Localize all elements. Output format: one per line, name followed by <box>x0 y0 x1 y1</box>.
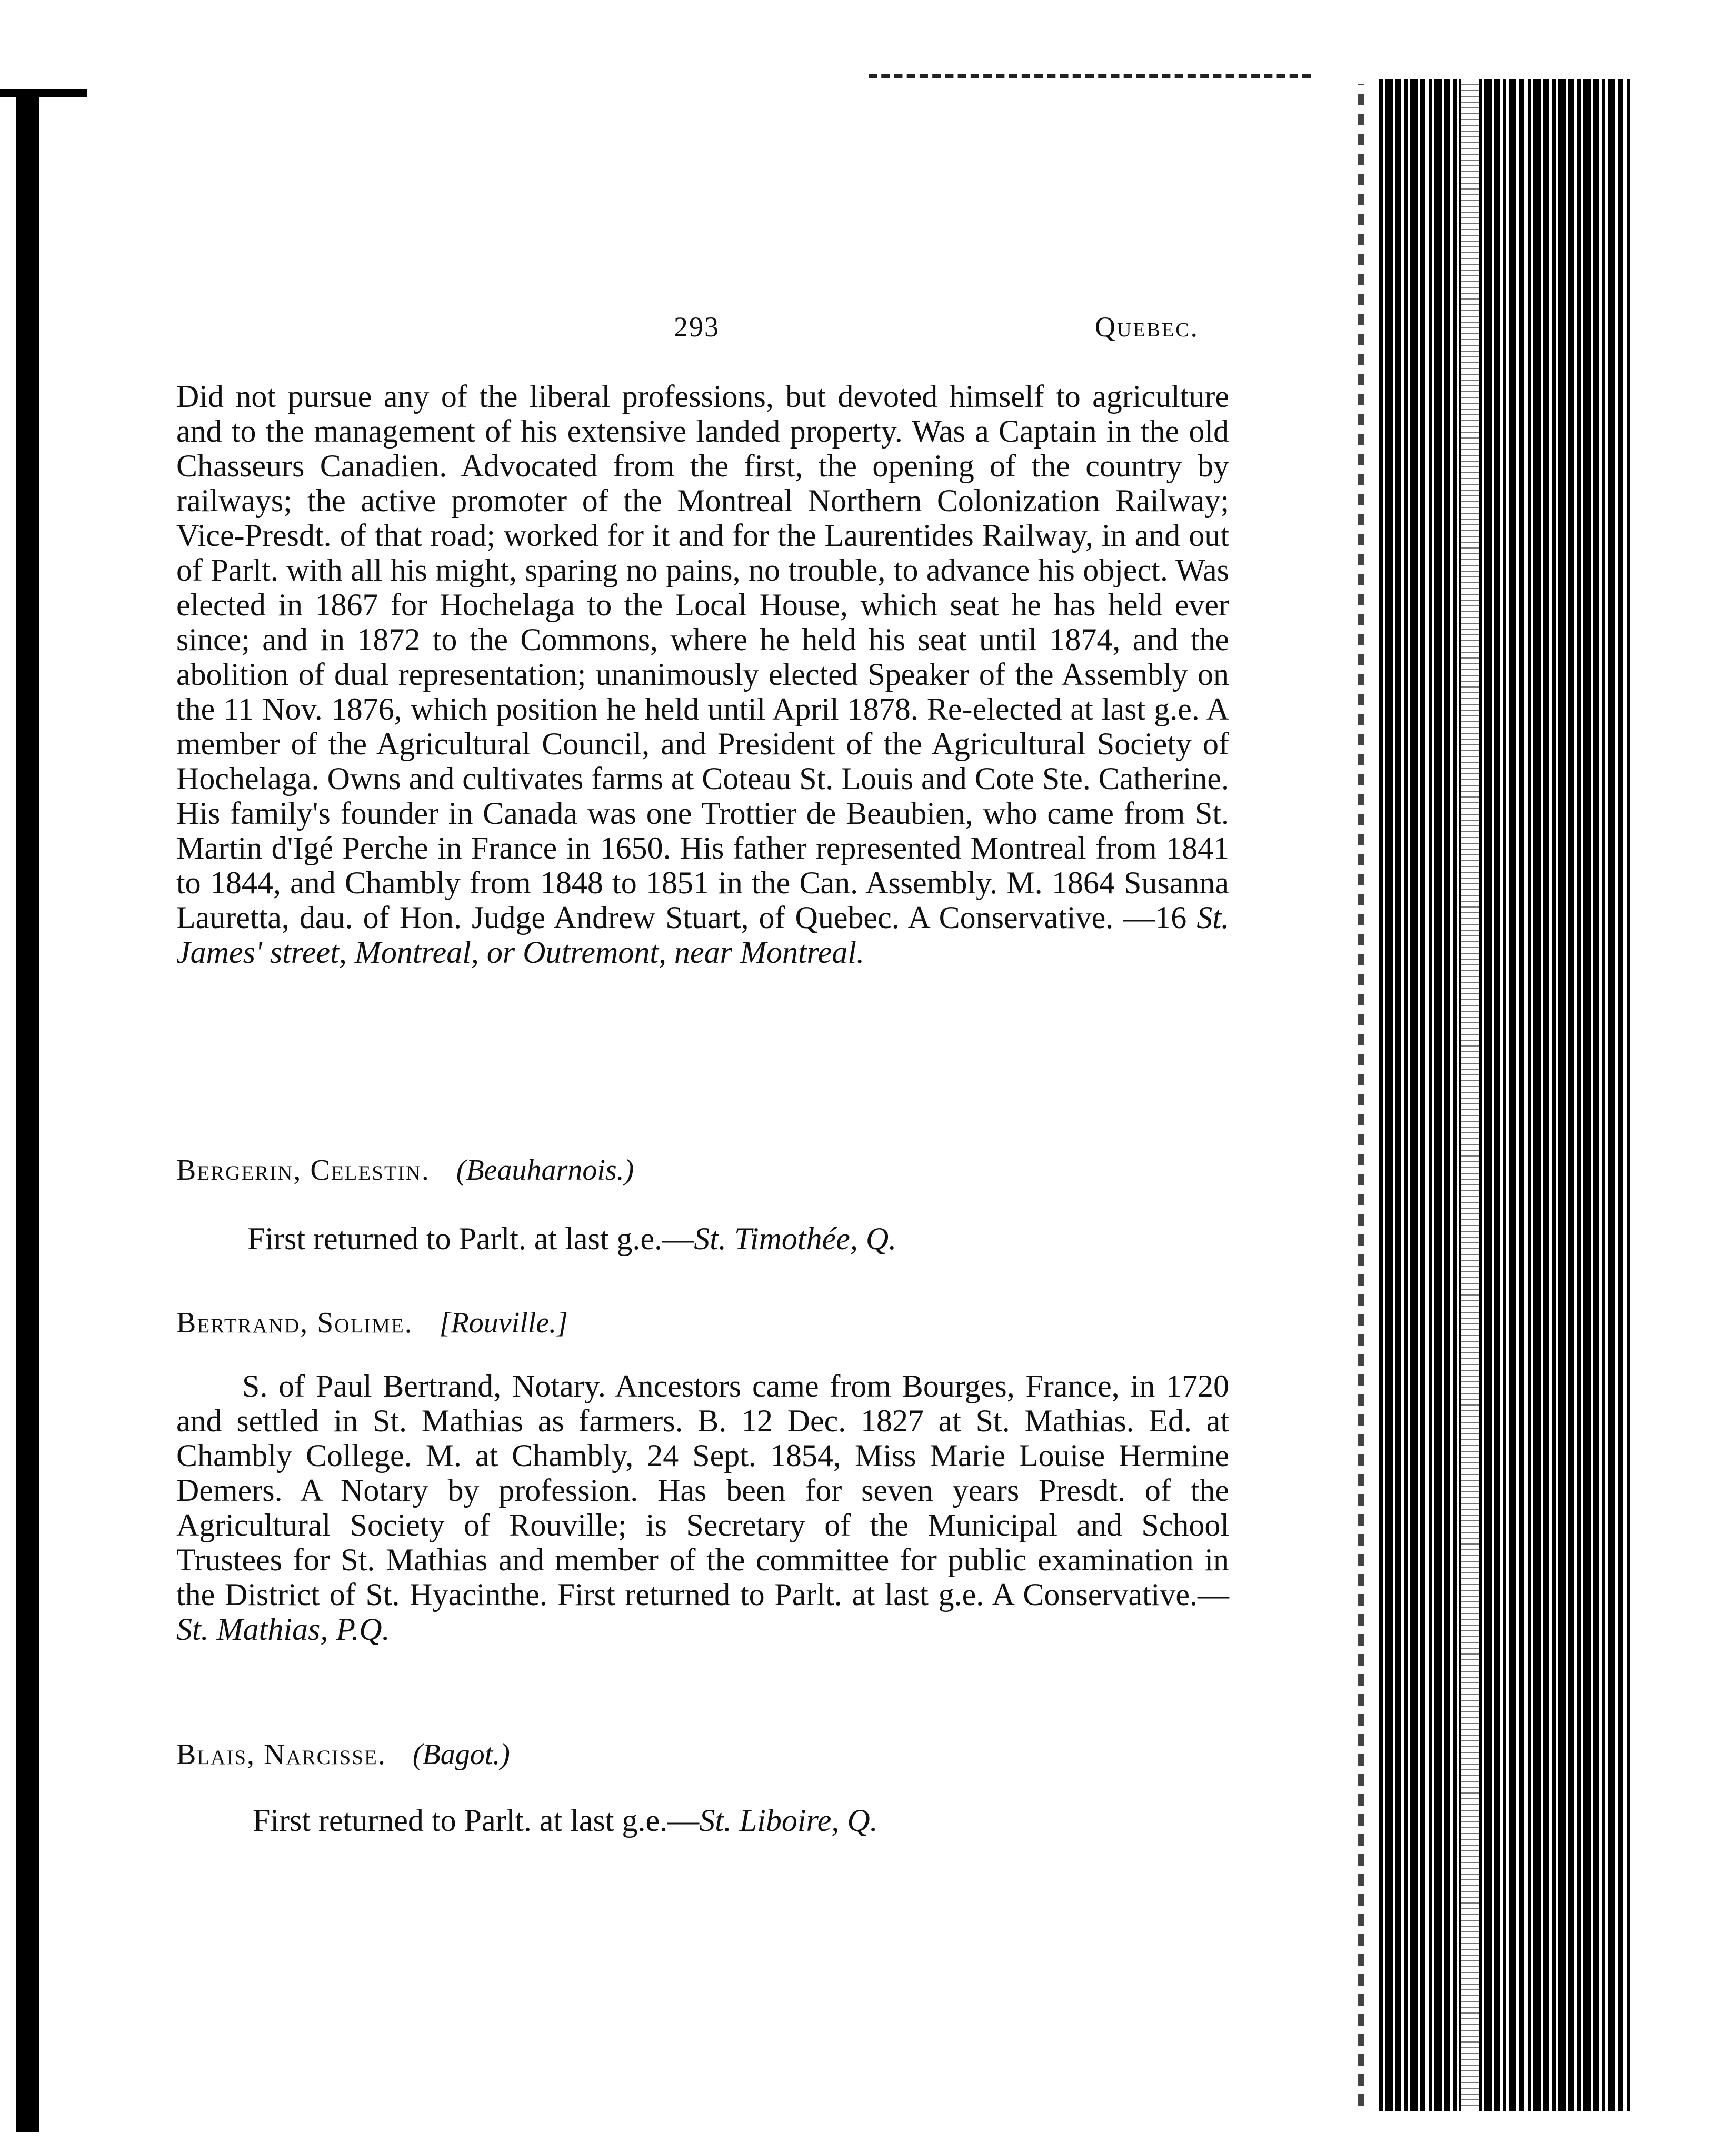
entry-name: Blais, Narcisse. <box>176 1738 386 1771</box>
entry-continued-paragraph <box>176 379 1229 970</box>
entry-text: First returned to Parlt. at last g.e.— <box>247 1221 694 1256</box>
scan-border-top-left <box>0 89 87 97</box>
entry-text: First returned to Parlt. at last g.e.— <box>253 1803 700 1838</box>
entry-text-blais <box>253 1803 1226 1838</box>
entry-heading-bertrand <box>176 1306 568 1340</box>
entry-address: St. Timothée, Q. <box>694 1221 897 1256</box>
entry-text-bertrand <box>176 1369 1229 1647</box>
scan-page-edge-right <box>1379 79 1632 2111</box>
entry-constituency: (Bagot.) <box>412 1738 510 1771</box>
entry-continued-address-prefix: —16 <box>1123 900 1197 935</box>
entry-heading-blais <box>176 1737 510 1772</box>
entry-continued-address: St. James' street, Montreal, or Outremont, near Montreal. <box>176 900 1230 970</box>
entry-constituency: [Rouville.] <box>439 1307 568 1339</box>
entry-address: St. Liboire, Q. <box>699 1803 878 1838</box>
entry-address: St. Mathias, P.Q. <box>176 1612 390 1647</box>
running-head: Quebec. <box>1095 311 1200 343</box>
entry-heading-bergerin <box>176 1153 634 1188</box>
scan-dashes-top <box>869 74 1311 78</box>
entry-constituency: (Beauharnois.) <box>456 1154 634 1187</box>
scan-page-edge-gap <box>1461 79 1479 2111</box>
entry-text-bergerin <box>247 1221 1226 1256</box>
entry-continued-text: Did not pursue any of the liberal professions, but devoted himself to agriculture and to the management of his extensive landed property. Was a Captain in the old Chasseurs Canadien. Advocated from the first, the opening of the country by railways; the active promoter of the Montreal Northern Colonization Railway; Vice-Presdt. of that road; worked for it and for the Laurentides Railway, in and out of Parlt. with all his might, sparing no pains, no trouble, to advance his object. Was elected in 1867 for Hochelaga to the Local House, which seat he has held ever since; and in 1872 to the Commons, where he held his seat until 1874, and the abolition of dual representation; unanimously elected Speaker of the Assembly on the 11 Nov. 1876, which position he held until April 1878. Re-elected at last g.e. A member of the Agricultural Council, and President of the Agricultural Society of Hochelaga. Owns and cultivates farms at Coteau St. Louis and Cote Ste. Catherine. His family's founder in Canada was one Trottier de Beaubien, who came from St. Martin d'Igé Perche in France in 1650. His father represented Montreal from 1841 to 1844, and Chambly from 1848 to 1851 in the Can. Assembly. M. 1864 Susanna Lauretta, dau. of Hon. Judge Andrew Stuart, of Quebec. A Conservative. <box>176 379 1229 935</box>
entry-text: S. of Paul Bertrand, Notary. Ancestors came from Bourges, France, in 1720 and settled in St. Mathias as farmers. B. 12 Dec. 1827 at St. Mathias. Ed. at Chambly College. M. at Chambly, 24 Sept. 1854, Miss Marie Louise Hermine Demers. A Notary by profession. Has been for seven years Presdt. of the Agricultural Society of Rouville; is Secretary of the Municipal and School Trustees for St. Mathias and member of the committee for public examination in the District of St. Hyacinthe. First returned to Parlt. at last g.e. A Conservative.— <box>176 1369 1229 1612</box>
entry-name: Bergerin, Celestin. <box>176 1154 430 1187</box>
scan-edge-dots <box>1358 84 1364 2106</box>
scan-border-left <box>16 89 39 2132</box>
page-number: 293 <box>674 311 720 343</box>
entry-name: Bertrand, Solime. <box>176 1307 413 1339</box>
